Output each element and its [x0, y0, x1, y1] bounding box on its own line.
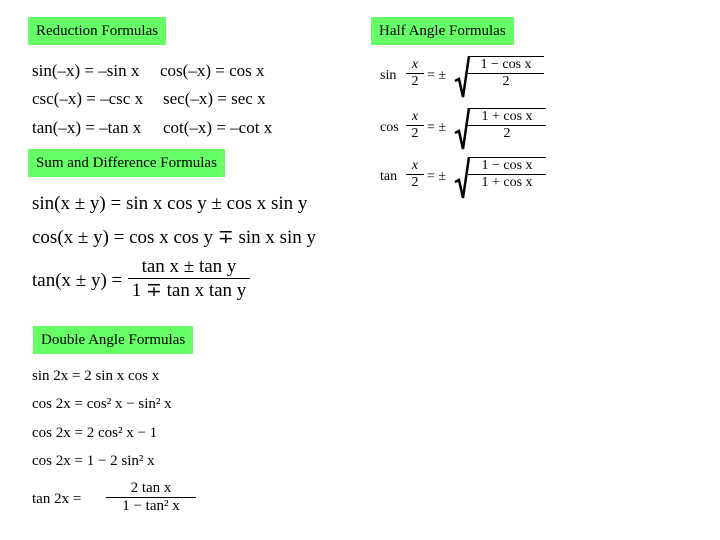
sum-diff-tan-lhs: tan(x ± y) = — [32, 270, 123, 291]
reduction-tan: tan(–x) = –tan x — [32, 118, 142, 137]
angle-denominator: 2 — [411, 175, 419, 190]
sum-diff-tan-denominator: 1 ∓ tan x tan y — [131, 280, 247, 301]
half-cos-angle — [406, 109, 424, 142]
double-tan-lhs: tan 2x = — [32, 491, 82, 507]
reduction-cos: cos(–x) = cos x — [160, 61, 265, 80]
double-tan-numerator: 2 tan x — [130, 480, 172, 496]
half-tan-radicand — [468, 157, 546, 191]
angle-denominator: 2 — [411, 74, 419, 89]
reduction-sin: sin(–x) = –sin x — [32, 61, 140, 80]
angle-numerator: x — [411, 109, 419, 124]
double-angle-formulas-heading: Double Angle Formulas — [33, 326, 193, 354]
half-sin-numerator: 1 − cos x — [468, 56, 544, 73]
half-angle-formulas-heading: Half Angle Formulas — [371, 17, 514, 45]
half-cos-numerator: 1 + cos x — [468, 108, 546, 125]
half-sin-angle — [406, 57, 424, 90]
reduction-csc: csc(–x) = –csc x — [32, 89, 144, 108]
half-tan-numerator: 1 − cos x — [468, 157, 546, 174]
sum-diff-cos: cos(x ± y) = cos x cos y ∓ sin x sin y — [32, 227, 317, 248]
double-tan-denominator: 1 − tan² x — [122, 498, 180, 514]
double-cos-2: cos 2x = 2 cos² x − 1 — [32, 425, 158, 441]
half-tan-denominator: 1 + cos x — [481, 175, 533, 190]
sum-diff-sin: sin(x ± y) = sin x cos y ± cos x sin y — [32, 193, 308, 214]
sum-difference-formulas-heading: Sum and Difference Formulas — [28, 149, 225, 177]
half-cos-equals: = ± — [427, 120, 447, 135]
half-cos-function: cos — [380, 120, 399, 135]
reduction-sec: sec(–x) = sec x — [163, 89, 266, 108]
reduction-cot: cot(–x) = –cot x — [163, 118, 273, 137]
half-sin-function: sin — [380, 68, 397, 83]
half-cos-radicand — [468, 108, 546, 142]
angle-numerator: x — [411, 57, 419, 72]
double-cos-1: cos 2x = cos² x − sin² x — [32, 396, 172, 412]
sum-diff-tan-fraction — [128, 256, 250, 302]
angle-numerator: x — [411, 158, 419, 173]
double-sin: sin 2x = 2 sin x cos x — [32, 368, 160, 384]
half-sin-radicand — [468, 56, 544, 90]
half-sin-denominator: 2 — [502, 74, 510, 89]
half-tan-angle — [406, 158, 424, 191]
double-cos-3: cos 2x = 1 − 2 sin² x — [32, 453, 155, 469]
half-sin-equals: = ± — [427, 68, 447, 83]
sum-diff-tan-numerator: tan x ± tan y — [141, 256, 237, 277]
half-tan-equals: = ± — [427, 169, 447, 184]
half-cos-denominator: 2 — [503, 126, 511, 141]
reduction-formulas-heading: Reduction Formulas — [28, 17, 166, 45]
angle-denominator: 2 — [411, 126, 419, 141]
double-tan-fraction — [106, 480, 196, 515]
half-tan-function: tan — [380, 169, 398, 184]
